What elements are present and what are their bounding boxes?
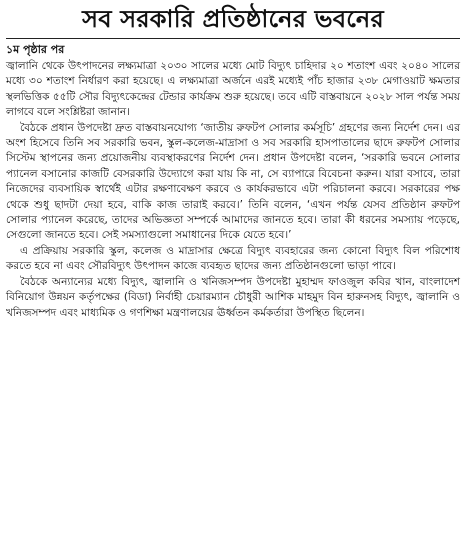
continued-from-label: ১ম পৃষ্ঠার পর bbox=[6, 43, 65, 56]
article-paragraph: বৈঠকে প্রধান উপদেষ্টা দ্রুত বাস্তবায়নযোগ্য ‘জাতীয় রুফটপ সোলার কর্মসূচি’ গ্রহণের জন্য নির্দেশ দেন। এর অংশ হিসেবে তিনি সব সরকারি ভবন, স্কুল-কলেজ-মাদ্রাসা ও সব সরকারি হাসপাতালের ছাদে রুফটপ সোলার সিস্টেম স্থাপনের জন্য প্রয়োজনীয় ব্যবস্থাকরণের নির্দেশ দেন। প্রধান উপদেষ্টা বলেন, ‘সরকারি ভবনে সোলার প্যানেল বসানোর কাজটি বেসরকারি উদ্যোগে করা যায় কি না, সে ব্যাপারে বিবেচনা করুন। যারা বসাবে, তারা নিজেদের ব্যবসায়িক স্বার্থেই এটার রক্ষণাবেক্ষণ করবে ও কার্যকরভাবে এটা পরিচালনা করবে। সরকারের পক্ষ থেকে শুধু ছাদটা দেয়া হবে, বাকি কাজ তারাই করবে।’ তিনি বলেন, ‘এখন পর্যন্ত যেসব প্রতিষ্ঠান রুফটপ সোলার প্যানেল করেছে, তাদের অভিজ্ঞতা সম্পর্কে আমাদের জানতে হবে। তারা কী ধরনের সমস্যায় পড়েছে, সেগুলো জানতে হবে। সেই সমস্যাগুলো সমাধানের দিকে যেতে হবে।’ bbox=[6, 121, 460, 242]
article-paragraph: এ প্রক্রিয়ায় সরকারি স্কুল, কলেজ ও মাদ্রাসার ক্ষেত্রে বিদ্যুৎ ব্যবহারের জন্য কোনো বিদ্যুৎ বিল পরিশোধ করতে হবে না এবং সৌরবিদ্যুৎ উৎপাদন কাজে ব্যবহৃত ছাদের জন্য প্রতিষ্ঠানগুলো ভাড়া পাবে। bbox=[6, 244, 460, 273]
headline: সব সরকারি প্রতিষ্ঠানের ভবনের bbox=[82, 5, 384, 33]
headline-divider bbox=[6, 38, 460, 39]
article-body bbox=[6, 59, 460, 321]
article-paragraph: বৈঠকে অন্যান্যের মধ্যে বিদ্যুৎ, জ্বালানি ও খনিজসম্পদ উপদেষ্টা মুহাম্মদ ফাওজুল কবির খান, বাংলাদেশ বিনিয়োগ উন্নয়ন কর্তৃপক্ষের (বিডা) নির্বাহী চেয়ারম্যান চৌধুরী আশিক মাহমুদ বিন হারুনসহ বিদ্যুৎ, জ্বালানি ও খনিজসম্পদ এবং মাধ্যমিক ও গণশিক্ষা মন্ত্রণালয়ের ঊর্ধ্বতন কর্মকর্তারা উপস্থিত ছিলেন। bbox=[6, 275, 460, 319]
article-paragraph: জ্বালানি থেকে উৎপাদনের লক্ষ্যমাত্রা ২০৩০ সালের মধ্যে মোট বিদ্যুৎ চাহিদার ২০ শতাংশ এবং ২০৪০ সালের মধ্যে ৩০ শতাংশ নির্ধারণ করা হয়েছে। এ লক্ষ্যমাত্রা অর্জনে এরই মধ্যেই পাঁচ হাজার ২৩৮ মেগাওয়াট ক্ষমতার স্থলভিত্তিক ৫৫টি সৌর বিদ্যুৎকেন্দ্রের টেন্ডার কার্যক্রম শুরু হয়েছে। তবে এটি বাস্তবায়নে ২০২৮ সাল পর্যন্ত সময় লাগবে বলে সংশ্লিষ্টরা জানান। bbox=[6, 60, 460, 119]
